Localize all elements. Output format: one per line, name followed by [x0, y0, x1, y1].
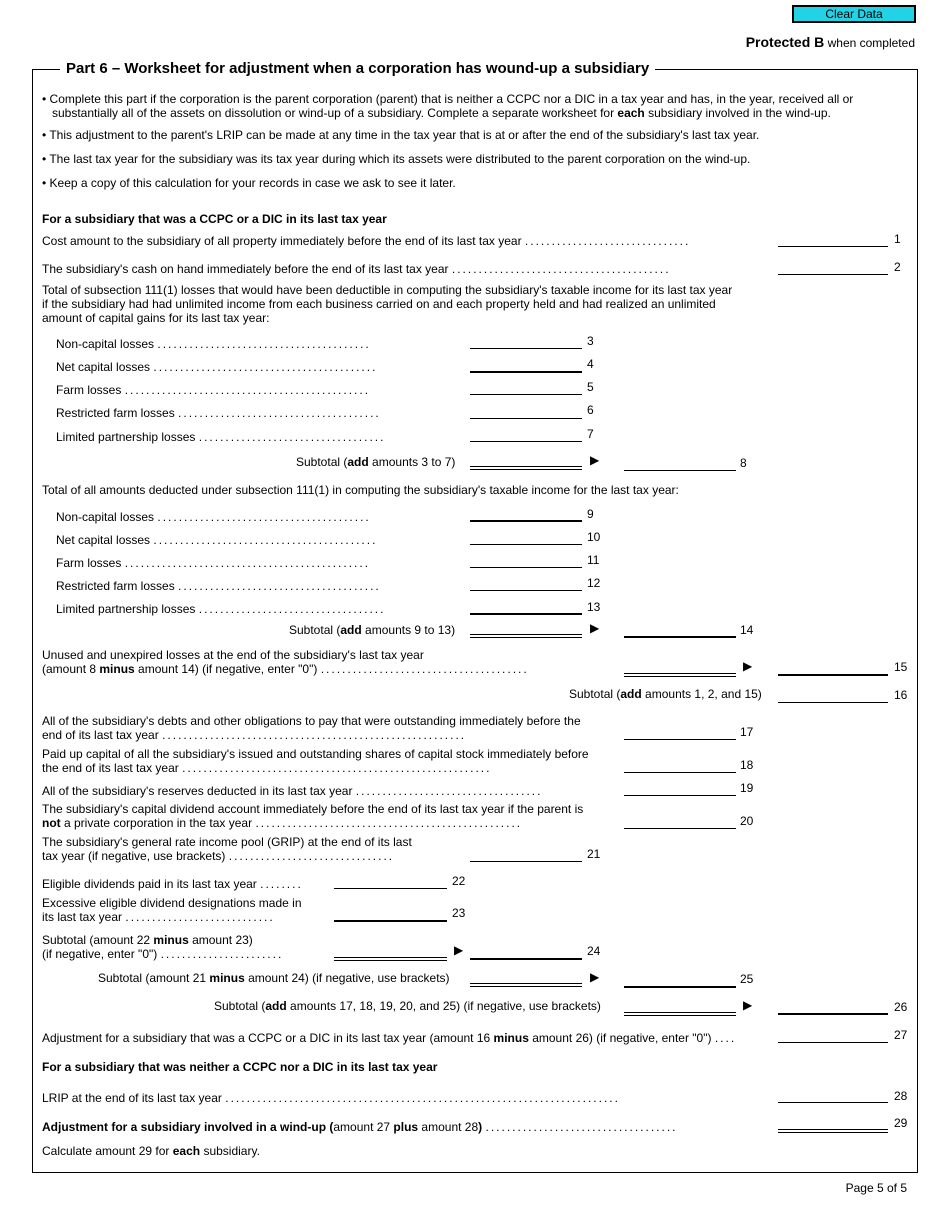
- line20-field[interactable]: [624, 828, 736, 829]
- line29-label: Adjustment for a subsidiary involved in a wind-up (amount 27 plus amount 28) ....................................: [42, 1120, 678, 1134]
- bullet-3: • The last tax year for the subsidiary was its tax year during which its assets were distributed to the parent corporation on the wind-up.: [42, 152, 751, 166]
- line-number-7: 7: [587, 427, 594, 441]
- line-number-17: 17: [740, 725, 754, 739]
- line-number-19: 19: [740, 781, 754, 795]
- line15-label-a: Unused and unexpired losses at the end of the subsidiary's last tax year: [42, 648, 424, 662]
- line1-label: Cost amount to the subsidiary of all property immediately before the end of its last tax year ...............................: [42, 234, 691, 248]
- line29-field[interactable]: [778, 1129, 888, 1133]
- line-number-4: 4: [587, 357, 594, 371]
- line27-field[interactable]: [778, 1042, 888, 1043]
- line-number-16: 16: [894, 688, 908, 702]
- line6-field[interactable]: [470, 418, 582, 419]
- line-number-15: 15: [894, 660, 908, 674]
- line24-label-a: Subtotal (amount 22 minus amount 23): [42, 933, 253, 947]
- section1-heading: For a subsidiary that was a CCPC or a DIC in its last tax year: [42, 212, 387, 226]
- page-number: Page 5 of 5: [845, 1181, 907, 1195]
- bullet-2: • This adjustment to the parent's LRIP can be made at any time in the tax year that is at or after the end of the subsidiary's last tax year.: [42, 128, 760, 142]
- line16-label: Subtotal (add amounts 1, 2, and 15): [569, 687, 762, 701]
- line5-field[interactable]: [470, 394, 582, 395]
- total-111-text-b: if the subsidiary had had unlimited income from each business carried on and each property held and had realized an unlimited: [42, 297, 716, 311]
- line-number-28: 28: [894, 1089, 908, 1103]
- line-number-29: 29: [894, 1116, 908, 1130]
- line-number-22: 22: [452, 874, 466, 888]
- line1-field[interactable]: [778, 246, 888, 247]
- line17-field[interactable]: [624, 739, 736, 740]
- line23-label-a: Excessive eligible dividend designations made in: [42, 896, 302, 910]
- line-number-6: 6: [587, 403, 594, 417]
- arrow-icon: ▶: [590, 621, 600, 635]
- line11-field[interactable]: [470, 567, 582, 568]
- line22-label: Eligible dividends paid in its last tax year ........: [42, 877, 303, 891]
- line-number-24: 24: [587, 944, 601, 958]
- line-number-2: 2: [894, 260, 901, 274]
- line9-field[interactable]: [470, 520, 582, 522]
- line2-field[interactable]: [778, 274, 888, 275]
- line-number-23: 23: [452, 906, 466, 920]
- line-number-8: 8: [740, 456, 747, 470]
- line13-label: Limited partnership losses ...................................: [56, 602, 386, 616]
- line24-sum-rule: [334, 957, 447, 961]
- line-number-3: 3: [587, 334, 594, 348]
- line10-field[interactable]: [470, 544, 582, 545]
- line22-field[interactable]: [334, 888, 447, 889]
- line25-label: Subtotal (amount 21 minus amount 24) (if negative, use brackets): [98, 971, 450, 985]
- line-number-14: 14: [740, 623, 754, 637]
- line3-label: Non-capital losses ........................................: [56, 337, 371, 351]
- line18-field[interactable]: [624, 772, 736, 773]
- line28-label: LRIP at the end of its last tax year ..........................................................................: [42, 1091, 620, 1105]
- line25-sum-rule: [470, 983, 582, 987]
- line-number-5: 5: [587, 380, 594, 394]
- line21-label-b: tax year (if negative, use brackets) ...............................: [42, 849, 395, 863]
- line-number-20: 20: [740, 814, 754, 828]
- line-number-10: 10: [587, 530, 601, 544]
- line4-field[interactable]: [470, 371, 582, 373]
- line18-label-a: Paid up capital of all the subsidiary's issued and outstanding shares of capital stock immediately before: [42, 747, 589, 761]
- line4-label: Net capital losses ..........................................: [56, 360, 378, 374]
- line15-field[interactable]: [778, 674, 888, 676]
- line23-label-b: its last tax year ............................: [42, 910, 275, 924]
- section2-heading: For a subsidiary that was neither a CCPC nor a DIC in its last tax year: [42, 1060, 438, 1074]
- total-111-text-c: amount of capital gains for its last tax year:: [42, 311, 270, 325]
- line15-label-b: (amount 8 minus amount 14) (if negative, enter "0") .......................................: [42, 662, 529, 676]
- line14-field[interactable]: [624, 636, 736, 638]
- line12-field[interactable]: [470, 590, 582, 591]
- arrow-icon: ▶: [590, 453, 600, 467]
- line11-label: Farm losses ..............................................: [56, 556, 371, 570]
- line7-label: Limited partnership losses ...................................: [56, 430, 386, 444]
- line-number-26: 26: [894, 1000, 908, 1014]
- bullet-4: • Keep a copy of this calculation for your records in case we ask to see it later.: [42, 176, 456, 190]
- line20-label-a: The subsidiary's capital dividend account immediately before the end of its last tax year if the parent is: [42, 802, 584, 816]
- line21-field[interactable]: [470, 861, 582, 862]
- line25-field[interactable]: [624, 986, 736, 988]
- line5-label: Farm losses ..............................................: [56, 383, 371, 397]
- line10-label: Net capital losses ..........................................: [56, 533, 378, 547]
- line3-field[interactable]: [470, 348, 582, 349]
- line19-label: All of the subsidiary's reserves deducted in its last tax year ...................................: [42, 784, 543, 798]
- line6-label: Restricted farm losses ......................................: [56, 406, 381, 420]
- arrow-icon: ▶: [590, 970, 600, 984]
- line13-field[interactable]: [470, 613, 582, 615]
- line-number-12: 12: [587, 576, 601, 590]
- line26-label: Subtotal (add amounts 17, 18, 19, 20, and 25) (if negative, use brackets): [214, 999, 601, 1013]
- line17-label-b: end of its last tax year .........................................................: [42, 728, 467, 742]
- line27-label: Adjustment for a subsidiary that was a CCPC or a DIC in its last tax year (amount 16 minus amount 26) (if negative, enter "0") ....: [42, 1031, 737, 1045]
- line-number-11: 11: [587, 553, 600, 567]
- line17-label-a: All of the subsidiary's debts and other obligations to pay that were outstanding immediately before the: [42, 714, 581, 728]
- line15-sum-rule: [624, 673, 736, 677]
- arrow-icon: ▶: [454, 943, 464, 957]
- part-title: Part 6 – Worksheet for adjustment when a corporation has wound-up a subsidiary: [60, 60, 655, 77]
- line2-label: The subsidiary's cash on hand immediately before the end of its last tax year .........................................: [42, 262, 671, 276]
- protected-b-label: Protected B when completed: [745, 34, 915, 50]
- line19-field[interactable]: [624, 795, 736, 796]
- line8-field[interactable]: [624, 470, 736, 471]
- line28-field[interactable]: [778, 1102, 888, 1103]
- total-deducted-text: Total of all amounts deducted under subsection 111(1) in computing the subsidiary's taxable income for the last tax year:: [42, 483, 679, 497]
- line26-sum-rule: [624, 1012, 736, 1016]
- line-number-9: 9: [587, 507, 594, 521]
- line23-field[interactable]: [334, 920, 447, 922]
- line-number-13: 13: [587, 600, 601, 614]
- line21-label-a: The subsidiary's general rate income pool (GRIP) at the end of its last: [42, 835, 412, 849]
- line14-label: Subtotal (add amounts 9 to 13): [289, 623, 456, 637]
- total-111-text-a: Total of subsection 111(1) losses that would have been deductible in computing the subsidiary's taxable income for its last tax year: [42, 283, 733, 297]
- clear-data-button[interactable]: Clear Data: [792, 5, 916, 23]
- arrow-icon: ▶: [743, 998, 753, 1012]
- line-number-25: 25: [740, 972, 754, 986]
- line14-sum-rule: [470, 634, 582, 638]
- line16-field[interactable]: [778, 702, 888, 703]
- line-number-18: 18: [740, 758, 754, 772]
- line8-sum-rule: [470, 466, 582, 470]
- line26-field[interactable]: [778, 1013, 888, 1015]
- bullet-1: • Complete this part if the corporation is the parent corporation (parent) that is neither a CCPC nor a DIC in a tax year and has, in the year, received all or substantially all of the assets on dissolution or wind-up of a subsidiary. Complete a separate worksheet for each subsidiary involved in the wind-up.: [42, 92, 854, 120]
- line8-label: Subtotal (add amounts 3 to 7): [296, 455, 456, 469]
- line20-label-b: not a private corporation in the tax year ..................................................: [42, 816, 523, 830]
- line18-label-b: the end of its last tax year ..........................................................: [42, 761, 492, 775]
- line-number-21: 21: [587, 847, 601, 861]
- line7-field[interactable]: [470, 441, 582, 442]
- arrow-icon: ▶: [743, 659, 753, 673]
- line24-field[interactable]: [470, 958, 582, 960]
- line-number-27: 27: [894, 1028, 908, 1042]
- calc-note: Calculate amount 29 for each subsidiary.: [42, 1144, 260, 1158]
- line24-label-b: (if negative, enter "0") .......................: [42, 947, 284, 961]
- line-number-1: 1: [894, 232, 901, 246]
- line9-label: Non-capital losses ........................................: [56, 510, 371, 524]
- line12-label: Restricted farm losses ......................................: [56, 579, 381, 593]
